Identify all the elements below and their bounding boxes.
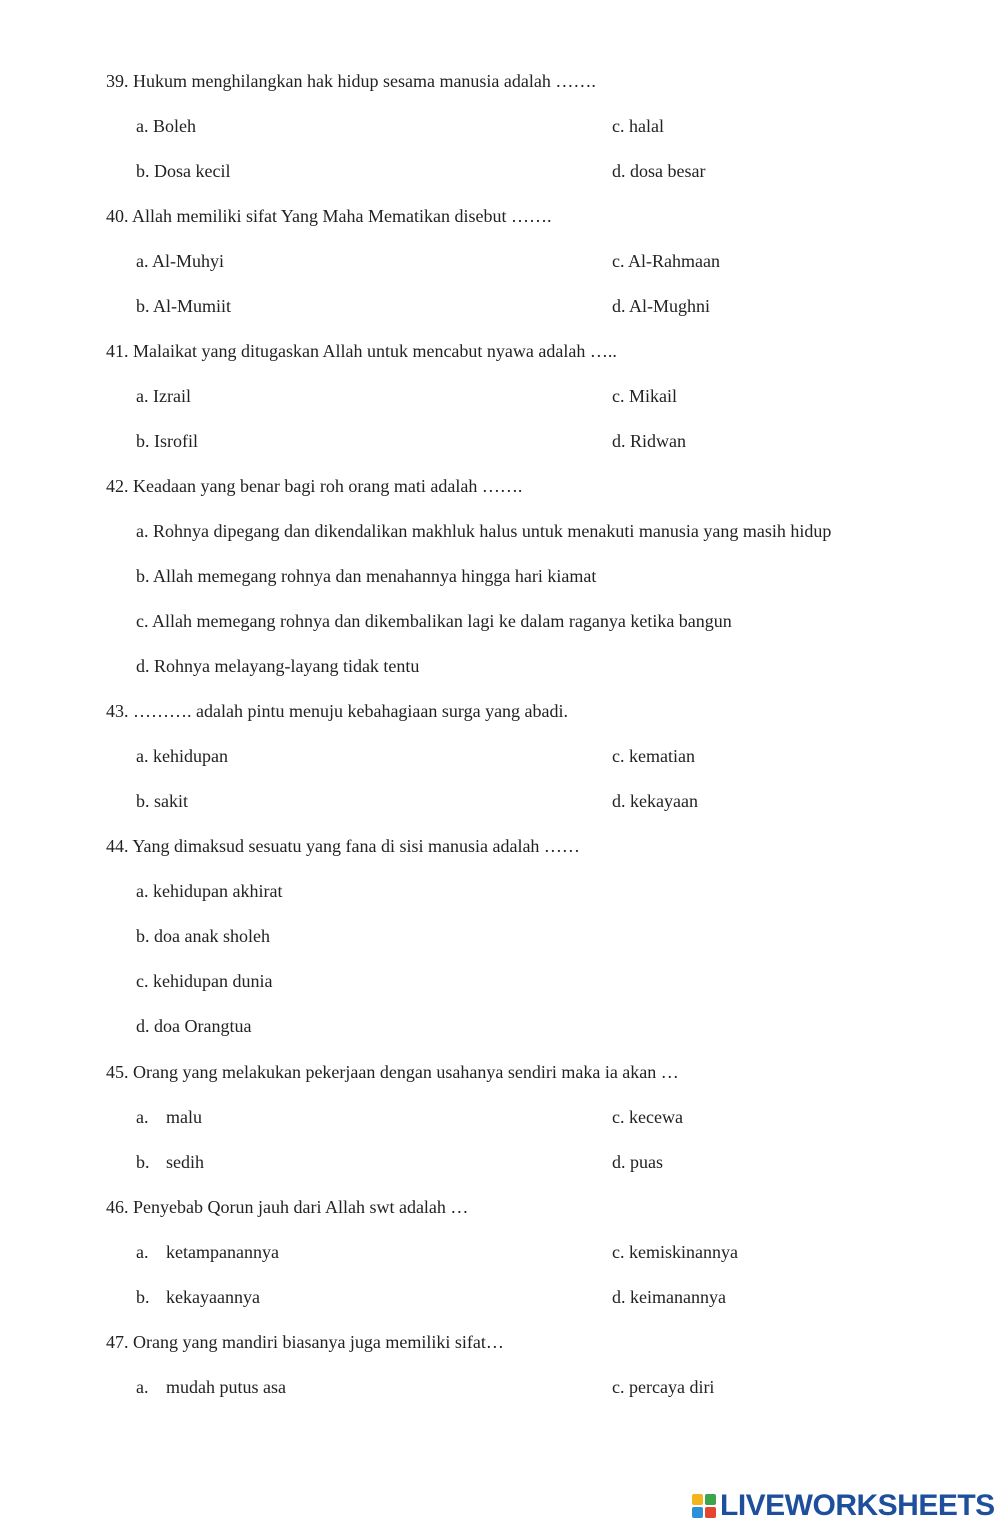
option-41-c[interactable]: c. Mikail [612,386,677,406]
question-45: 45. Orang yang melakukan pekerjaan dengan usahanya sendiri maka ia akan … [106,1062,679,1082]
question-39: 39. Hukum menghilangkan hak hidup sesama manusia adalah ……. [106,71,596,91]
option-43-a[interactable]: a. kehidupan [136,746,228,766]
logo-tile [705,1507,716,1518]
option-text: mudah putus asa [166,1377,286,1397]
option-39-d[interactable]: d. dosa besar [612,161,706,181]
logo-tile [705,1494,716,1505]
option-text: sedih [166,1152,204,1172]
question-42: 42. Keadaan yang benar bagi roh orang mati adalah ……. [106,476,523,496]
question-43: 43. ………. adalah pintu menuju kebahagiaan surga yang abadi. [106,701,569,721]
option-text: ketampanannya [166,1242,279,1262]
option-letter: a. [136,1107,149,1127]
option-41-b[interactable]: b. Isrofil [136,431,198,451]
option-45-d[interactable]: d. puas [612,1152,663,1172]
option-43-d[interactable]: d. kekayaan [612,791,698,811]
logo-tile [692,1494,703,1505]
option-39-a[interactable]: a. Boleh [136,116,196,136]
liveworksheets-logo [692,1490,995,1522]
option-39-b[interactable]: b. Dosa kecil [136,161,231,181]
option-letter: b. [136,1152,150,1172]
option-47-c[interactable]: c. percaya diri [612,1377,715,1397]
option-46-b[interactable] [136,1285,260,1309]
question-41: 41. Malaikat yang ditugaskan Allah untuk mencabut nyawa adalah ….. [106,341,617,361]
option-40-c[interactable]: c. Al-Rahmaan [612,251,720,271]
option-text: kekayaannya [166,1287,260,1307]
option-46-d[interactable]: d. keimanannya [612,1287,726,1307]
option-44-d[interactable]: d. doa Orangtua [136,1016,252,1036]
question-44: 44. Yang dimaksud sesuatu yang fana di sisi manusia adalah …… [106,836,580,856]
option-41-a[interactable]: a. Izrail [136,386,191,406]
option-45-a[interactable] [136,1105,202,1129]
option-42-d[interactable]: d. Rohnya melayang-layang tidak tentu [136,656,420,676]
option-45-c[interactable]: c. kecewa [612,1107,683,1127]
option-42-b[interactable]: b. Allah memegang rohnya dan menahannya hingga hari kiamat [136,566,597,586]
option-47-a[interactable] [136,1375,286,1399]
question-47: 47. Orang yang mandiri biasanya juga memiliki sifat… [106,1332,504,1352]
option-42-c[interactable]: c. Allah memegang rohnya dan dikembalikan lagi ke dalam raganya ketika bangun [136,611,732,631]
option-letter: b. [136,1287,150,1307]
option-46-a[interactable] [136,1240,279,1264]
option-40-a[interactable]: a. Al-Muhyi [136,251,224,271]
option-43-b[interactable]: b. sakit [136,791,188,811]
logo-tile [692,1507,703,1518]
question-46: 46. Penyebab Qorun jauh dari Allah swt adalah … [106,1197,469,1217]
option-44-b[interactable]: b. doa anak sholeh [136,926,270,946]
question-40: 40. Allah memiliki sifat Yang Maha Mematikan disebut ……. [106,206,552,226]
option-46-c[interactable]: c. kemiskinannya [612,1242,738,1262]
option-42-a[interactable]: a. Rohnya dipegang dan dikendalikan makhluk halus untuk menakuti manusia yang masih hidup [136,521,832,541]
option-44-a[interactable]: a. kehidupan akhirat [136,881,283,901]
option-text: malu [166,1107,202,1127]
option-40-b[interactable]: b. Al-Mumiit [136,296,232,316]
option-41-d[interactable]: d. Ridwan [612,431,686,451]
logo-mark-icon [692,1494,716,1518]
option-45-b[interactable] [136,1150,204,1174]
option-44-c[interactable]: c. kehidupan dunia [136,971,273,991]
option-43-c[interactable]: c. kematian [612,746,695,766]
option-letter: a. [136,1242,149,1262]
option-40-d[interactable]: d. Al-Mughni [612,296,711,316]
logo-text: LIVEWORKSHEETS [720,1489,995,1522]
option-letter: a. [136,1377,149,1397]
option-39-c[interactable]: c. halal [612,116,664,136]
